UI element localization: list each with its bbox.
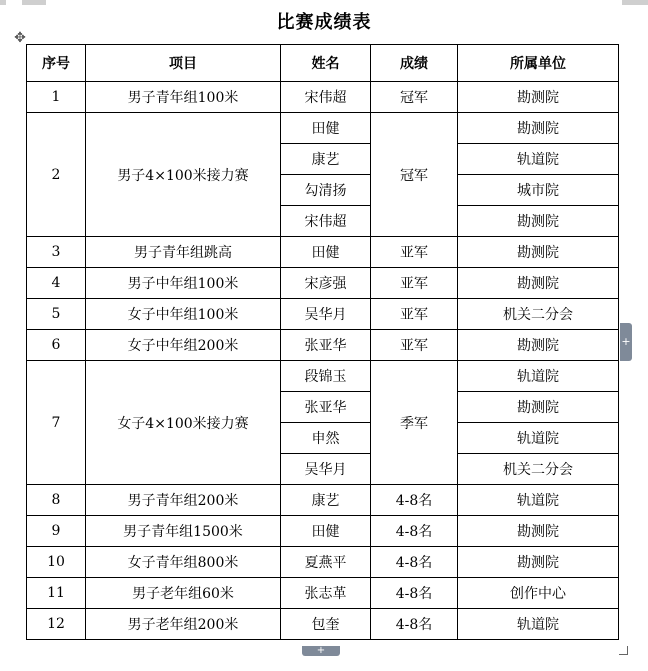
- cell-name[interactable]: 田健: [281, 113, 371, 144]
- cell-result[interactable]: 季军: [371, 361, 458, 485]
- cell-name[interactable]: 申然: [281, 423, 371, 454]
- cell-unit[interactable]: 勘测院: [458, 237, 619, 268]
- cell-result[interactable]: 亚军: [371, 237, 458, 268]
- add-column-button[interactable]: +: [620, 323, 632, 361]
- cell-event[interactable]: 男子青年组1500米: [86, 516, 281, 547]
- cell-unit[interactable]: 轨道院: [458, 485, 619, 516]
- cell-no[interactable]: 10: [27, 547, 86, 578]
- cell-name[interactable]: 张志革: [281, 578, 371, 609]
- table-row: [27, 361, 619, 392]
- page-edge-mark: [0, 0, 6, 5]
- cell-no[interactable]: 11: [27, 578, 86, 609]
- cell-event[interactable]: 女子中年组200米: [86, 330, 281, 361]
- table-row: [27, 578, 619, 609]
- cell-event[interactable]: 男子老年组200米: [86, 609, 281, 640]
- table-row: [27, 609, 619, 640]
- cell-name[interactable]: 康艺: [281, 485, 371, 516]
- cell-event[interactable]: 男子4×100米接力赛: [86, 113, 281, 237]
- cell-name[interactable]: 宋彦强: [281, 268, 371, 299]
- cell-unit[interactable]: 机关二分会: [458, 454, 619, 485]
- cell-name[interactable]: 吴华月: [281, 299, 371, 330]
- cell-result[interactable]: 亚军: [371, 268, 458, 299]
- cell-no[interactable]: 12: [27, 609, 86, 640]
- cell-event[interactable]: 男子老年组60米: [86, 578, 281, 609]
- cell-unit[interactable]: 轨道院: [458, 609, 619, 640]
- cell-result[interactable]: 4-8名: [371, 485, 458, 516]
- cell-unit[interactable]: 勘测院: [458, 516, 619, 547]
- header-cell-no: 序号: [27, 45, 86, 82]
- cell-result[interactable]: 4-8名: [371, 547, 458, 578]
- cell-unit[interactable]: 轨道院: [458, 144, 619, 175]
- cell-event[interactable]: 男子中年组100米: [86, 268, 281, 299]
- cell-event[interactable]: 男子青年组100米: [86, 82, 281, 113]
- table-row: [27, 547, 619, 578]
- cell-result[interactable]: 亚军: [371, 299, 458, 330]
- cell-name[interactable]: 夏燕平: [281, 547, 371, 578]
- cell-result[interactable]: 4-8名: [371, 609, 458, 640]
- cell-name[interactable]: 勾清扬: [281, 175, 371, 206]
- header-cell-result: 成绩: [371, 45, 458, 82]
- cell-unit[interactable]: 勘测院: [458, 547, 619, 578]
- cell-unit[interactable]: 勘测院: [458, 206, 619, 237]
- cell-name[interactable]: 包奎: [281, 609, 371, 640]
- cell-unit[interactable]: 创作中心: [458, 578, 619, 609]
- cell-name[interactable]: 田健: [281, 237, 371, 268]
- cell-name[interactable]: 张亚华: [281, 330, 371, 361]
- cell-event[interactable]: 女子青年组800米: [86, 547, 281, 578]
- cell-result[interactable]: 4-8名: [371, 516, 458, 547]
- cell-name[interactable]: 康艺: [281, 144, 371, 175]
- cell-event[interactable]: 女子中年组100米: [86, 299, 281, 330]
- cell-unit[interactable]: 轨道院: [458, 361, 619, 392]
- cell-no[interactable]: 9: [27, 516, 86, 547]
- cell-event[interactable]: 男子青年组200米: [86, 485, 281, 516]
- table-row: [27, 330, 619, 361]
- page-title: 比赛成绩表: [276, 12, 372, 33]
- table-row: [27, 268, 619, 299]
- header-cell-event: 项目: [86, 45, 281, 82]
- cell-unit[interactable]: 勘测院: [458, 330, 619, 361]
- cell-no[interactable]: 4: [27, 268, 86, 299]
- table-row: [27, 516, 619, 547]
- cell-no[interactable]: 2: [27, 113, 86, 237]
- cell-result[interactable]: 冠军: [371, 113, 458, 237]
- table-row: [27, 113, 619, 144]
- cell-name[interactable]: 宋伟超: [281, 206, 371, 237]
- cell-result[interactable]: 亚军: [371, 330, 458, 361]
- cell-event[interactable]: 女子4×100米接力赛: [86, 361, 281, 485]
- table-row: [27, 485, 619, 516]
- add-row-button[interactable]: +: [302, 646, 340, 656]
- table-row: [27, 299, 619, 330]
- move-icon[interactable]: ✥: [14, 30, 26, 46]
- cell-unit[interactable]: 轨道院: [458, 423, 619, 454]
- header-cell-name: 姓名: [281, 45, 371, 82]
- table-body: [27, 82, 619, 640]
- page-edge-mark: [622, 0, 648, 5]
- cell-no[interactable]: 1: [27, 82, 86, 113]
- header-row: [27, 45, 619, 82]
- cell-no[interactable]: 7: [27, 361, 86, 485]
- cell-name[interactable]: 段锦玉: [281, 361, 371, 392]
- cell-no[interactable]: 5: [27, 299, 86, 330]
- cell-name[interactable]: 田健: [281, 516, 371, 547]
- results-table: [26, 44, 619, 640]
- header-cell-unit: 所属单位: [458, 45, 619, 82]
- cell-result[interactable]: 冠军: [371, 82, 458, 113]
- cell-result[interactable]: 4-8名: [371, 578, 458, 609]
- cell-unit[interactable]: 勘测院: [458, 392, 619, 423]
- cell-unit[interactable]: 城市院: [458, 175, 619, 206]
- cell-unit[interactable]: 勘测院: [458, 82, 619, 113]
- cell-unit[interactable]: 勘测院: [458, 268, 619, 299]
- cell-event[interactable]: 男子青年组跳高: [86, 237, 281, 268]
- page-edge-mark: [22, 0, 46, 5]
- table-row: [27, 237, 619, 268]
- cell-unit[interactable]: 机关二分会: [458, 299, 619, 330]
- cell-no[interactable]: 3: [27, 237, 86, 268]
- table-resize-handle[interactable]: [619, 646, 628, 655]
- cell-no[interactable]: 8: [27, 485, 86, 516]
- cell-name[interactable]: 张亚华: [281, 392, 371, 423]
- cell-name[interactable]: 宋伟超: [281, 82, 371, 113]
- cell-name[interactable]: 吴华月: [281, 454, 371, 485]
- page-top-marks: [0, 0, 648, 8]
- table-row: [27, 82, 619, 113]
- cell-unit[interactable]: 勘测院: [458, 113, 619, 144]
- cell-no[interactable]: 6: [27, 330, 86, 361]
